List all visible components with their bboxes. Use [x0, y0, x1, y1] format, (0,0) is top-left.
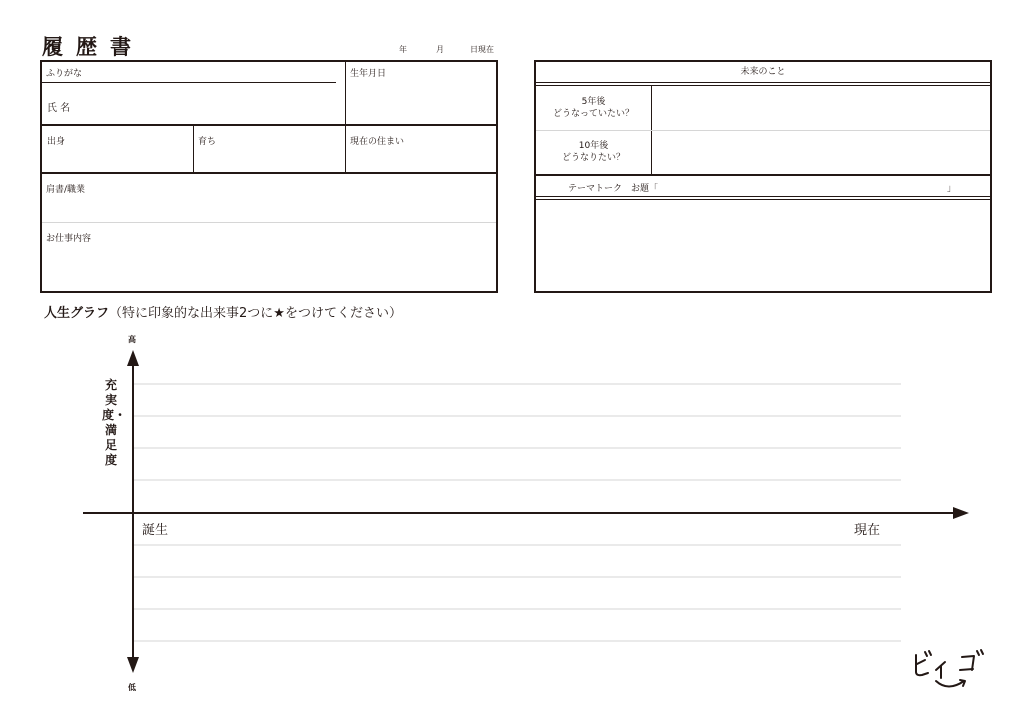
title-job-label: 肩書/職業	[46, 185, 86, 195]
name-label: 氏 名	[47, 103, 71, 114]
furigana-label: ふりがな	[46, 69, 83, 79]
current-address-label: 現在の住まい	[350, 137, 405, 147]
x-axis-end-label: 現在	[854, 523, 881, 538]
raised-label: 育ち	[198, 137, 217, 147]
page-title: 履歴書	[42, 34, 144, 59]
y-axis-high-label: 高	[128, 335, 136, 344]
five-years-label: 5年後 どうなっていたい？	[552, 97, 634, 119]
y-axis-arrow-up	[127, 350, 139, 366]
y-axis-low-label: 低	[128, 683, 136, 692]
x-axis-start-label: 誕生	[142, 523, 169, 538]
date-day-label: 日現在	[470, 45, 494, 54]
theme-talk-close: 」	[947, 184, 957, 194]
x-axis-arrow	[953, 507, 969, 519]
theme-talk-label: テーマトーク お題「	[568, 184, 659, 194]
birthdate-label: 生年月日	[350, 69, 387, 79]
work-content-label: お仕事内容	[46, 234, 92, 244]
origin-label: 出身	[47, 137, 66, 147]
signature-logo	[910, 646, 1000, 700]
life-graph-title-note: （特に印象的な出来事2つに★をつけてください）	[109, 306, 402, 321]
ten-years-label: 10年後 どうなりたい？	[561, 141, 625, 163]
future-header: 未来のこと	[740, 67, 786, 77]
y-axis-label: 充実度・満足度	[102, 378, 127, 467]
y-axis-arrow-down	[127, 657, 139, 673]
signature-handwriting	[910, 646, 1000, 696]
life-graph-title-bold: 人生グラフ	[44, 306, 110, 321]
date-year-label: 年	[399, 45, 407, 54]
date-month-label: 月	[436, 45, 444, 54]
